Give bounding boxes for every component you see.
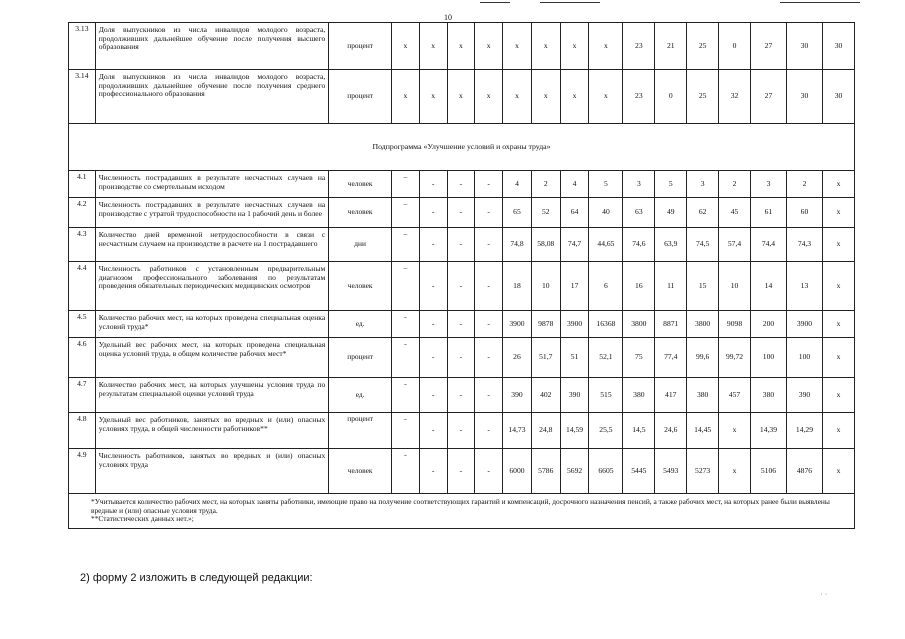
indicator-name: Доля выпускников из числа инвалидов молодого возраста, продолживших дальнейшее обучение после получения высшего образования	[95, 23, 329, 70]
value-cell: х	[822, 449, 854, 494]
value-cell: х	[822, 171, 854, 198]
value-cell: 417	[655, 378, 687, 413]
row-number: 4.8	[69, 413, 96, 449]
value-cell: х	[475, 70, 503, 124]
indicators-table	[68, 22, 855, 529]
value-cell: 49	[655, 198, 687, 228]
unit-cell: процент	[329, 413, 392, 449]
indicator-name: Количество дней временной нетрудоспособности в связи с несчастным случаем на производстве в расчете на 1 пострадавшего	[95, 228, 329, 262]
value-cell: 3	[750, 171, 786, 198]
value-cell: 4	[560, 171, 589, 198]
table-row	[69, 23, 855, 70]
value-cell: 402	[531, 378, 560, 413]
value-cell: 74,8	[503, 228, 532, 262]
value-cell: -	[447, 378, 475, 413]
value-cell: -	[447, 171, 475, 198]
row-number: 4.3	[69, 228, 96, 262]
value-cell: 14,5	[623, 413, 655, 449]
unit-cell: процент	[329, 338, 392, 378]
value-cell: 60	[786, 198, 822, 228]
table-row	[69, 338, 855, 378]
value-cell: 51,7	[531, 338, 560, 378]
value-cell: х	[503, 23, 532, 70]
value-cell: 25	[687, 70, 719, 124]
value-cell: 63,9	[655, 228, 687, 262]
value-cell: 6	[589, 262, 623, 311]
value-cell: 3800	[623, 311, 655, 338]
value-cell: -	[447, 449, 475, 494]
value-cell: 457	[719, 378, 751, 413]
value-cell: 51	[560, 338, 589, 378]
value-cell: –	[392, 228, 420, 262]
value-cell: 16	[623, 262, 655, 311]
value-cell: 515	[589, 378, 623, 413]
value-cell: х	[822, 378, 854, 413]
value-cell: 4876	[786, 449, 822, 494]
value-cell: х	[822, 228, 854, 262]
value-cell: 390	[786, 378, 822, 413]
value-cell: х	[822, 198, 854, 228]
value-cell: 14,29	[786, 413, 822, 449]
indicator-name: Доля выпускников из числа инвалидов молодого возраста, продолживших дальнейшее обучение после получения среднего профессионального образования	[95, 70, 329, 124]
value-cell: 30	[822, 23, 854, 70]
value-cell: 3	[623, 171, 655, 198]
value-cell: 16368	[589, 311, 623, 338]
unit-cell: дни	[329, 228, 392, 262]
value-cell: х	[531, 23, 560, 70]
value-cell: 74,3	[786, 228, 822, 262]
value-cell: -	[475, 449, 503, 494]
value-cell: 75	[623, 338, 655, 378]
indicator-name: Удельный вес работников, занятых во вредных и (или) опасных условиях труда, в общей численности работников**	[95, 413, 329, 449]
value-cell: 30	[786, 70, 822, 124]
row-number: 4.1	[69, 171, 96, 198]
indicator-name: Численность пострадавших в результате несчастных случаев на производстве с утратой трудоспособности на 1 рабочий день и более	[95, 198, 329, 228]
value-cell: –	[392, 198, 420, 228]
unit-cell: человек	[329, 171, 392, 198]
value-cell: 380	[750, 378, 786, 413]
table-row	[69, 198, 855, 228]
indicator-name: Численность пострадавших в результате несчастных случаев на производстве со смертельным исходом	[95, 171, 329, 198]
value-cell: 380	[687, 378, 719, 413]
value-cell: 10	[531, 262, 560, 311]
value-cell: 6605	[589, 449, 623, 494]
value-cell: -	[392, 413, 420, 449]
value-cell: -	[475, 198, 503, 228]
value-cell: 24,6	[655, 413, 687, 449]
value-cell: 200	[750, 311, 786, 338]
value-cell: х	[392, 23, 420, 70]
value-cell: х	[503, 70, 532, 124]
value-cell: 5106	[750, 449, 786, 494]
value-cell: 74,7	[560, 228, 589, 262]
indicator-name: Количество рабочих мест, на которых проведена специальная оценка условий труда*	[95, 311, 329, 338]
table-row	[69, 70, 855, 124]
value-cell: 25,5	[589, 413, 623, 449]
value-cell: х	[419, 23, 447, 70]
value-cell: 5445	[623, 449, 655, 494]
value-cell: -	[475, 171, 503, 198]
value-cell: 65	[503, 198, 532, 228]
value-cell: -	[392, 338, 420, 378]
value-cell: 77,4	[655, 338, 687, 378]
value-cell: 380	[623, 378, 655, 413]
footnote-1: *Учитывается количество рабочих мест, на которых заняты работники, имеющие право на получение соответствующих гарантий и компенсаций, досрочного назначения пенсий, а также рабочих мест, на которых ранее были выявлены вредные и (или) опасные условия труда.	[91, 497, 830, 515]
row-number: 4.6	[69, 338, 96, 378]
value-cell: х	[822, 262, 854, 311]
value-cell: -	[419, 449, 447, 494]
value-cell: 74,4	[750, 228, 786, 262]
value-cell: х	[560, 23, 589, 70]
value-cell: -	[419, 262, 447, 311]
table-row	[69, 262, 855, 311]
value-cell: х	[719, 413, 751, 449]
header-rule	[540, 2, 600, 3]
value-cell: -	[392, 311, 420, 338]
value-cell: -	[447, 413, 475, 449]
page-number: 10	[444, 13, 452, 22]
value-cell: 99,6	[687, 338, 719, 378]
value-cell: 15	[687, 262, 719, 311]
value-cell: 14,73	[503, 413, 532, 449]
value-cell: х	[589, 23, 623, 70]
value-cell: х	[589, 70, 623, 124]
value-cell: 2	[786, 171, 822, 198]
value-cell: -	[419, 171, 447, 198]
value-cell: -	[447, 198, 475, 228]
value-cell: -	[475, 378, 503, 413]
value-cell: 57,4	[719, 228, 751, 262]
value-cell: 6000	[503, 449, 532, 494]
row-number: 4.2	[69, 198, 96, 228]
value-cell: 3800	[687, 311, 719, 338]
table-row	[69, 228, 855, 262]
value-cell: х	[719, 449, 751, 494]
value-cell: х	[822, 311, 854, 338]
value-cell: 5	[589, 171, 623, 198]
value-cell: 9878	[531, 311, 560, 338]
value-cell: 58,08	[531, 228, 560, 262]
corner-marks: ˙ ˙	[820, 592, 828, 601]
value-cell: -	[419, 378, 447, 413]
unit-cell: человек	[329, 262, 392, 311]
value-cell: 62	[687, 198, 719, 228]
value-cell: х	[447, 23, 475, 70]
indicator-name: Количество рабочих мест, на которых улучшены условия труда по результатам специальной оценки условий труда	[95, 378, 329, 413]
unit-cell: процент	[329, 70, 392, 124]
value-cell: 10	[719, 262, 751, 311]
subprogram-title: Подпрограмма «Улучшение условий и охраны труда»	[69, 124, 855, 171]
value-cell: 21	[655, 23, 687, 70]
value-cell: -	[447, 262, 475, 311]
value-cell: х	[822, 338, 854, 378]
value-cell: -	[419, 311, 447, 338]
value-cell: -	[419, 198, 447, 228]
value-cell: 5493	[655, 449, 687, 494]
value-cell: 45	[719, 198, 751, 228]
value-cell: 52	[531, 198, 560, 228]
value-cell: –	[392, 171, 420, 198]
row-number: 4.7	[69, 378, 96, 413]
indicator-name: Численность работников, занятых во вредных и (или) опасных условиях труда	[95, 449, 329, 494]
row-number: 3.14	[69, 70, 96, 124]
row-number: 3.13	[69, 23, 96, 70]
value-cell: 9098	[719, 311, 751, 338]
footnote-row	[69, 494, 855, 529]
value-cell: -	[419, 228, 447, 262]
value-cell: –	[392, 262, 420, 311]
value-cell: х	[822, 413, 854, 449]
header-rule	[480, 2, 510, 3]
value-cell: -	[475, 262, 503, 311]
value-cell: 0	[719, 23, 751, 70]
table-row	[69, 311, 855, 338]
value-cell: х	[475, 23, 503, 70]
value-cell: 390	[503, 378, 532, 413]
value-cell: 3	[687, 171, 719, 198]
value-cell: 30	[822, 70, 854, 124]
value-cell: 27	[750, 70, 786, 124]
value-cell: 63	[623, 198, 655, 228]
value-cell: 61	[750, 198, 786, 228]
value-cell: 0	[655, 70, 687, 124]
value-cell: 2	[531, 171, 560, 198]
value-cell: 8871	[655, 311, 687, 338]
value-cell: 100	[750, 338, 786, 378]
value-cell: -	[392, 378, 420, 413]
value-cell: 3900	[560, 311, 589, 338]
value-cell: х	[560, 70, 589, 124]
value-cell: -	[447, 311, 475, 338]
unit-cell: человек	[329, 449, 392, 494]
table-row	[69, 449, 855, 494]
value-cell: х	[419, 70, 447, 124]
value-cell: 14,45	[687, 413, 719, 449]
value-cell: 14,59	[560, 413, 589, 449]
value-cell: 5692	[560, 449, 589, 494]
value-cell: 24,8	[531, 413, 560, 449]
value-cell: х	[392, 70, 420, 124]
row-number: 4.9	[69, 449, 96, 494]
value-cell: 99,72	[719, 338, 751, 378]
value-cell: 18	[503, 262, 532, 311]
table-row	[69, 413, 855, 449]
unit-cell: ед.	[329, 378, 392, 413]
table-row	[69, 378, 855, 413]
value-cell: 3900	[503, 311, 532, 338]
table-row	[69, 171, 855, 198]
value-cell: -	[475, 311, 503, 338]
value-cell: 14	[750, 262, 786, 311]
value-cell: 5786	[531, 449, 560, 494]
value-cell: 13	[786, 262, 822, 311]
value-cell: 74,5	[687, 228, 719, 262]
unit-cell: человек	[329, 198, 392, 228]
value-cell: -	[475, 338, 503, 378]
value-cell: 30	[786, 23, 822, 70]
value-cell: 26	[503, 338, 532, 378]
footnote-2: **Статистических данных нет.»;	[91, 514, 194, 524]
subprogram-row	[69, 124, 855, 171]
value-cell: 17	[560, 262, 589, 311]
value-cell: 100	[786, 338, 822, 378]
value-cell: 5273	[687, 449, 719, 494]
value-cell: -	[475, 413, 503, 449]
value-cell: 14,39	[750, 413, 786, 449]
value-cell: 23	[623, 70, 655, 124]
row-number: 4.4	[69, 262, 96, 311]
value-cell: -	[392, 449, 420, 494]
unit-cell: процент	[329, 23, 392, 70]
value-cell: 11	[655, 262, 687, 311]
value-cell: 390	[560, 378, 589, 413]
value-cell: 2	[719, 171, 751, 198]
value-cell: 4	[503, 171, 532, 198]
value-cell: 52,1	[589, 338, 623, 378]
value-cell: 32	[719, 70, 751, 124]
value-cell: х	[531, 70, 560, 124]
value-cell: -	[419, 413, 447, 449]
value-cell: -	[475, 228, 503, 262]
header-rule	[780, 2, 860, 3]
footnotes	[69, 494, 855, 529]
indicator-name: Численность работников с установленным предварительным диагнозом профессионального заболевания по результатам проведения обязательных периодических медицинских осмотров	[95, 262, 329, 311]
value-cell: 3900	[786, 311, 822, 338]
value-cell: 25	[687, 23, 719, 70]
value-cell: 5	[655, 171, 687, 198]
value-cell: -	[447, 228, 475, 262]
unit-cell: ед.	[329, 311, 392, 338]
value-cell: х	[447, 70, 475, 124]
value-cell: 64	[560, 198, 589, 228]
value-cell: -	[447, 338, 475, 378]
value-cell: 44,65	[589, 228, 623, 262]
instruction-text: 2) форму 2 изложить в следующей редакции:	[80, 572, 313, 584]
value-cell: -	[419, 338, 447, 378]
value-cell: 40	[589, 198, 623, 228]
value-cell: 23	[623, 23, 655, 70]
value-cell: 74,6	[623, 228, 655, 262]
indicator-name: Удельный вес рабочих мест, на которых проведена специальная оценка условий труда, в общем количестве рабочих мест*	[95, 338, 329, 378]
value-cell: 27	[750, 23, 786, 70]
row-number: 4.5	[69, 311, 96, 338]
